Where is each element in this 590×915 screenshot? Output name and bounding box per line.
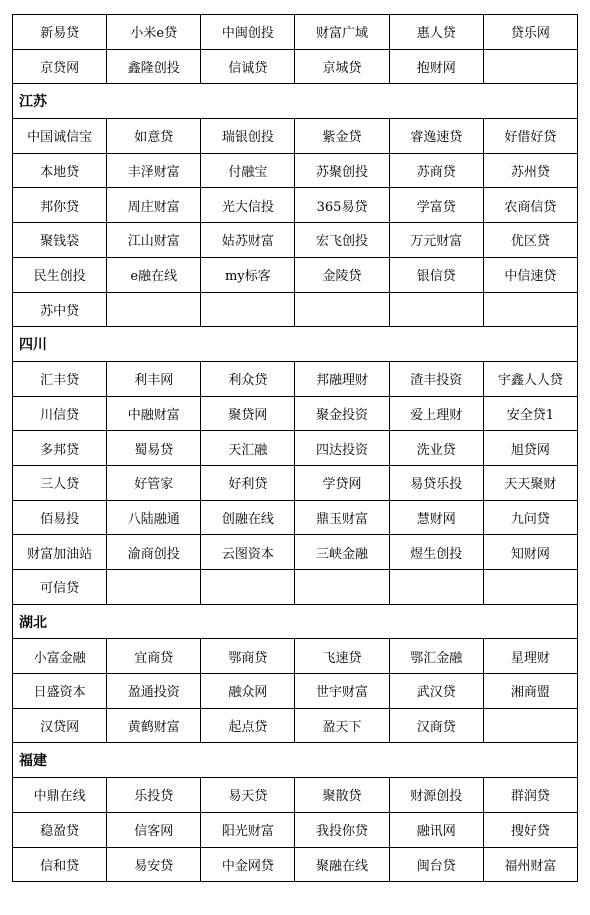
table-row (13, 847, 578, 882)
province-header-row (13, 327, 578, 362)
platform-name-cell: 知财网 (483, 535, 577, 570)
platform-name-cell: 天天聚财 (483, 465, 577, 500)
platform-name-cell: 安全贷1 (483, 396, 577, 431)
platform-name-cell: 创融在线 (201, 500, 295, 535)
platform-name-cell: 三峡金融 (295, 535, 389, 570)
province-header: 江苏 (13, 84, 578, 119)
platform-name-cell: 鑫隆创投 (107, 49, 201, 84)
platform-name-cell: 洗业贷 (389, 431, 483, 466)
platform-name-cell: 融众网 (201, 674, 295, 709)
platform-table-body (13, 15, 578, 882)
platform-name-cell: 睿逸速贷 (389, 119, 483, 154)
platform-name-cell: 京贷网 (13, 49, 107, 84)
platform-name-cell: 鄂汇金融 (389, 639, 483, 674)
platform-name-cell: 京城贷 (295, 49, 389, 84)
platform-name-cell: 邦融理财 (295, 361, 389, 396)
platform-name-cell: 融讯网 (389, 812, 483, 847)
platform-name-cell: 鄂商贷 (201, 639, 295, 674)
platform-name-cell: 信客网 (107, 812, 201, 847)
empty-cell (483, 570, 577, 605)
platform-name-cell: 慧财网 (389, 500, 483, 535)
platform-name-cell: 金陵贷 (295, 257, 389, 292)
platform-name-cell: 我投你贷 (295, 812, 389, 847)
platform-name-cell: 搜好贷 (483, 812, 577, 847)
platform-name-cell: e融在线 (107, 257, 201, 292)
platform-name-cell: 新易贷 (13, 15, 107, 50)
platform-name-cell: 天汇融 (201, 431, 295, 466)
platform-name-cell: 学贷网 (295, 465, 389, 500)
table-row (13, 431, 578, 466)
platform-name-cell: 利丰网 (107, 361, 201, 396)
platform-name-cell: 日盛资本 (13, 674, 107, 709)
platform-name-cell: 汇丰贷 (13, 361, 107, 396)
platform-name-cell: 财富广域 (295, 15, 389, 50)
platform-name-cell: 本地贷 (13, 153, 107, 188)
platform-name-cell: 福州财富 (483, 847, 577, 882)
province-header: 福建 (13, 743, 578, 778)
table-row (13, 15, 578, 50)
platform-name-cell: 中信速贷 (483, 257, 577, 292)
province-header: 湖北 (13, 604, 578, 639)
empty-cell (483, 49, 577, 84)
platform-name-cell: 抱财网 (389, 49, 483, 84)
platform-name-cell: 好借好贷 (483, 119, 577, 154)
platform-name-cell: 多邦贷 (13, 431, 107, 466)
platform-name-cell: 中闽创投 (201, 15, 295, 50)
platform-name-cell: 苏聚创投 (295, 153, 389, 188)
platform-name-cell: 紫金贷 (295, 119, 389, 154)
empty-cell (295, 570, 389, 605)
platform-name-cell: 四达投资 (295, 431, 389, 466)
table-row (13, 49, 578, 84)
platform-name-cell: 365易贷 (295, 188, 389, 223)
platform-name-cell: 丰泽财富 (107, 153, 201, 188)
empty-cell (295, 292, 389, 327)
platform-name-cell: 盈天下 (295, 708, 389, 743)
platform-name-cell: 湘商盟 (483, 674, 577, 709)
platform-name-cell: 信和贷 (13, 847, 107, 882)
table-row (13, 153, 578, 188)
platform-name-cell: 可信贷 (13, 570, 107, 605)
platform-name-cell: 财源创投 (389, 778, 483, 813)
table-row (13, 535, 578, 570)
platform-name-cell: my标客 (201, 257, 295, 292)
table-row (13, 396, 578, 431)
platform-name-cell: 易安贷 (107, 847, 201, 882)
platform-name-cell: 蜀易贷 (107, 431, 201, 466)
platform-name-cell: 易贷乐投 (389, 465, 483, 500)
platform-name-cell: 中鼎在线 (13, 778, 107, 813)
platform-name-cell: 民生创投 (13, 257, 107, 292)
table-row (13, 361, 578, 396)
platform-name-cell: 爱上理财 (389, 396, 483, 431)
platform-name-cell: 苏商贷 (389, 153, 483, 188)
table-row (13, 639, 578, 674)
platform-name-cell: 贷乐网 (483, 15, 577, 50)
province-header: 四川 (13, 327, 578, 362)
empty-cell (483, 292, 577, 327)
platform-name-cell: 好管家 (107, 465, 201, 500)
empty-cell (107, 292, 201, 327)
province-header-row (13, 743, 578, 778)
platform-name-cell: 渣丰投资 (389, 361, 483, 396)
empty-cell (389, 570, 483, 605)
table-row (13, 188, 578, 223)
table-row (13, 257, 578, 292)
platform-name-cell: 周庄财富 (107, 188, 201, 223)
table-row (13, 812, 578, 847)
platform-name-cell: 八陆融通 (107, 500, 201, 535)
table-row (13, 778, 578, 813)
platform-name-cell: 优区贷 (483, 223, 577, 258)
platform-name-cell: 汉贷网 (13, 708, 107, 743)
empty-cell (107, 570, 201, 605)
platform-name-cell: 聚贷网 (201, 396, 295, 431)
platform-name-cell: 聚金投资 (295, 396, 389, 431)
platform-name-cell: 煜生创投 (389, 535, 483, 570)
platform-name-cell: 渝商创投 (107, 535, 201, 570)
platform-name-cell: 瑞银创投 (201, 119, 295, 154)
platform-name-cell: 聚融在线 (295, 847, 389, 882)
platform-name-cell: 信诚贷 (201, 49, 295, 84)
platform-table (12, 14, 578, 882)
empty-cell (201, 292, 295, 327)
platform-name-cell: 小米e贷 (107, 15, 201, 50)
platform-name-cell: 万元财富 (389, 223, 483, 258)
platform-name-cell: 乐投贷 (107, 778, 201, 813)
platform-name-cell: 聚散贷 (295, 778, 389, 813)
platform-name-cell: 飞速贷 (295, 639, 389, 674)
empty-cell (483, 708, 577, 743)
platform-name-cell: 九问贷 (483, 500, 577, 535)
table-row (13, 500, 578, 535)
platform-name-cell: 云图资本 (201, 535, 295, 570)
platform-name-cell: 农商信贷 (483, 188, 577, 223)
platform-name-cell: 鼎玉财富 (295, 500, 389, 535)
platform-name-cell: 如意贷 (107, 119, 201, 154)
platform-name-cell: 旭贷网 (483, 431, 577, 466)
platform-name-cell: 稳盈贷 (13, 812, 107, 847)
table-row (13, 465, 578, 500)
platform-name-cell: 江山财富 (107, 223, 201, 258)
province-header-row (13, 604, 578, 639)
table-row (13, 570, 578, 605)
platform-name-cell: 中融财富 (107, 396, 201, 431)
platform-name-cell: 星理财 (483, 639, 577, 674)
platform-name-cell: 利众贷 (201, 361, 295, 396)
table-row (13, 119, 578, 154)
platform-name-cell: 付融宝 (201, 153, 295, 188)
platform-name-cell: 惠人贷 (389, 15, 483, 50)
platform-name-cell: 汉商贷 (389, 708, 483, 743)
platform-name-cell: 佰易投 (13, 500, 107, 535)
platform-name-cell: 黄鹤财富 (107, 708, 201, 743)
platform-name-cell: 苏州贷 (483, 153, 577, 188)
document-page (12, 14, 578, 882)
province-header-row (13, 84, 578, 119)
platform-name-cell: 邦你贷 (13, 188, 107, 223)
platform-name-cell: 群润贷 (483, 778, 577, 813)
table-row (13, 223, 578, 258)
platform-name-cell: 易天贷 (201, 778, 295, 813)
platform-name-cell: 姑苏财富 (201, 223, 295, 258)
platform-name-cell: 闽台贷 (389, 847, 483, 882)
platform-name-cell: 阳光财富 (201, 812, 295, 847)
platform-name-cell: 聚钱袋 (13, 223, 107, 258)
platform-name-cell: 川信贷 (13, 396, 107, 431)
platform-name-cell: 财富加油站 (13, 535, 107, 570)
platform-name-cell: 学富贷 (389, 188, 483, 223)
platform-name-cell: 中金网贷 (201, 847, 295, 882)
platform-name-cell: 好利贷 (201, 465, 295, 500)
platform-name-cell: 小富金融 (13, 639, 107, 674)
platform-name-cell: 三人贷 (13, 465, 107, 500)
platform-name-cell: 宇鑫人人贷 (483, 361, 577, 396)
platform-name-cell: 银信贷 (389, 257, 483, 292)
platform-name-cell: 光大信投 (201, 188, 295, 223)
platform-name-cell: 世宇财富 (295, 674, 389, 709)
table-row (13, 708, 578, 743)
platform-name-cell: 盈通投资 (107, 674, 201, 709)
platform-name-cell: 起点贷 (201, 708, 295, 743)
empty-cell (201, 570, 295, 605)
platform-name-cell: 苏中贷 (13, 292, 107, 327)
platform-name-cell: 武汉贷 (389, 674, 483, 709)
empty-cell (389, 292, 483, 327)
platform-name-cell: 中国诚信宝 (13, 119, 107, 154)
platform-name-cell: 宏飞创投 (295, 223, 389, 258)
table-row (13, 292, 578, 327)
table-row (13, 674, 578, 709)
platform-name-cell: 宜商贷 (107, 639, 201, 674)
